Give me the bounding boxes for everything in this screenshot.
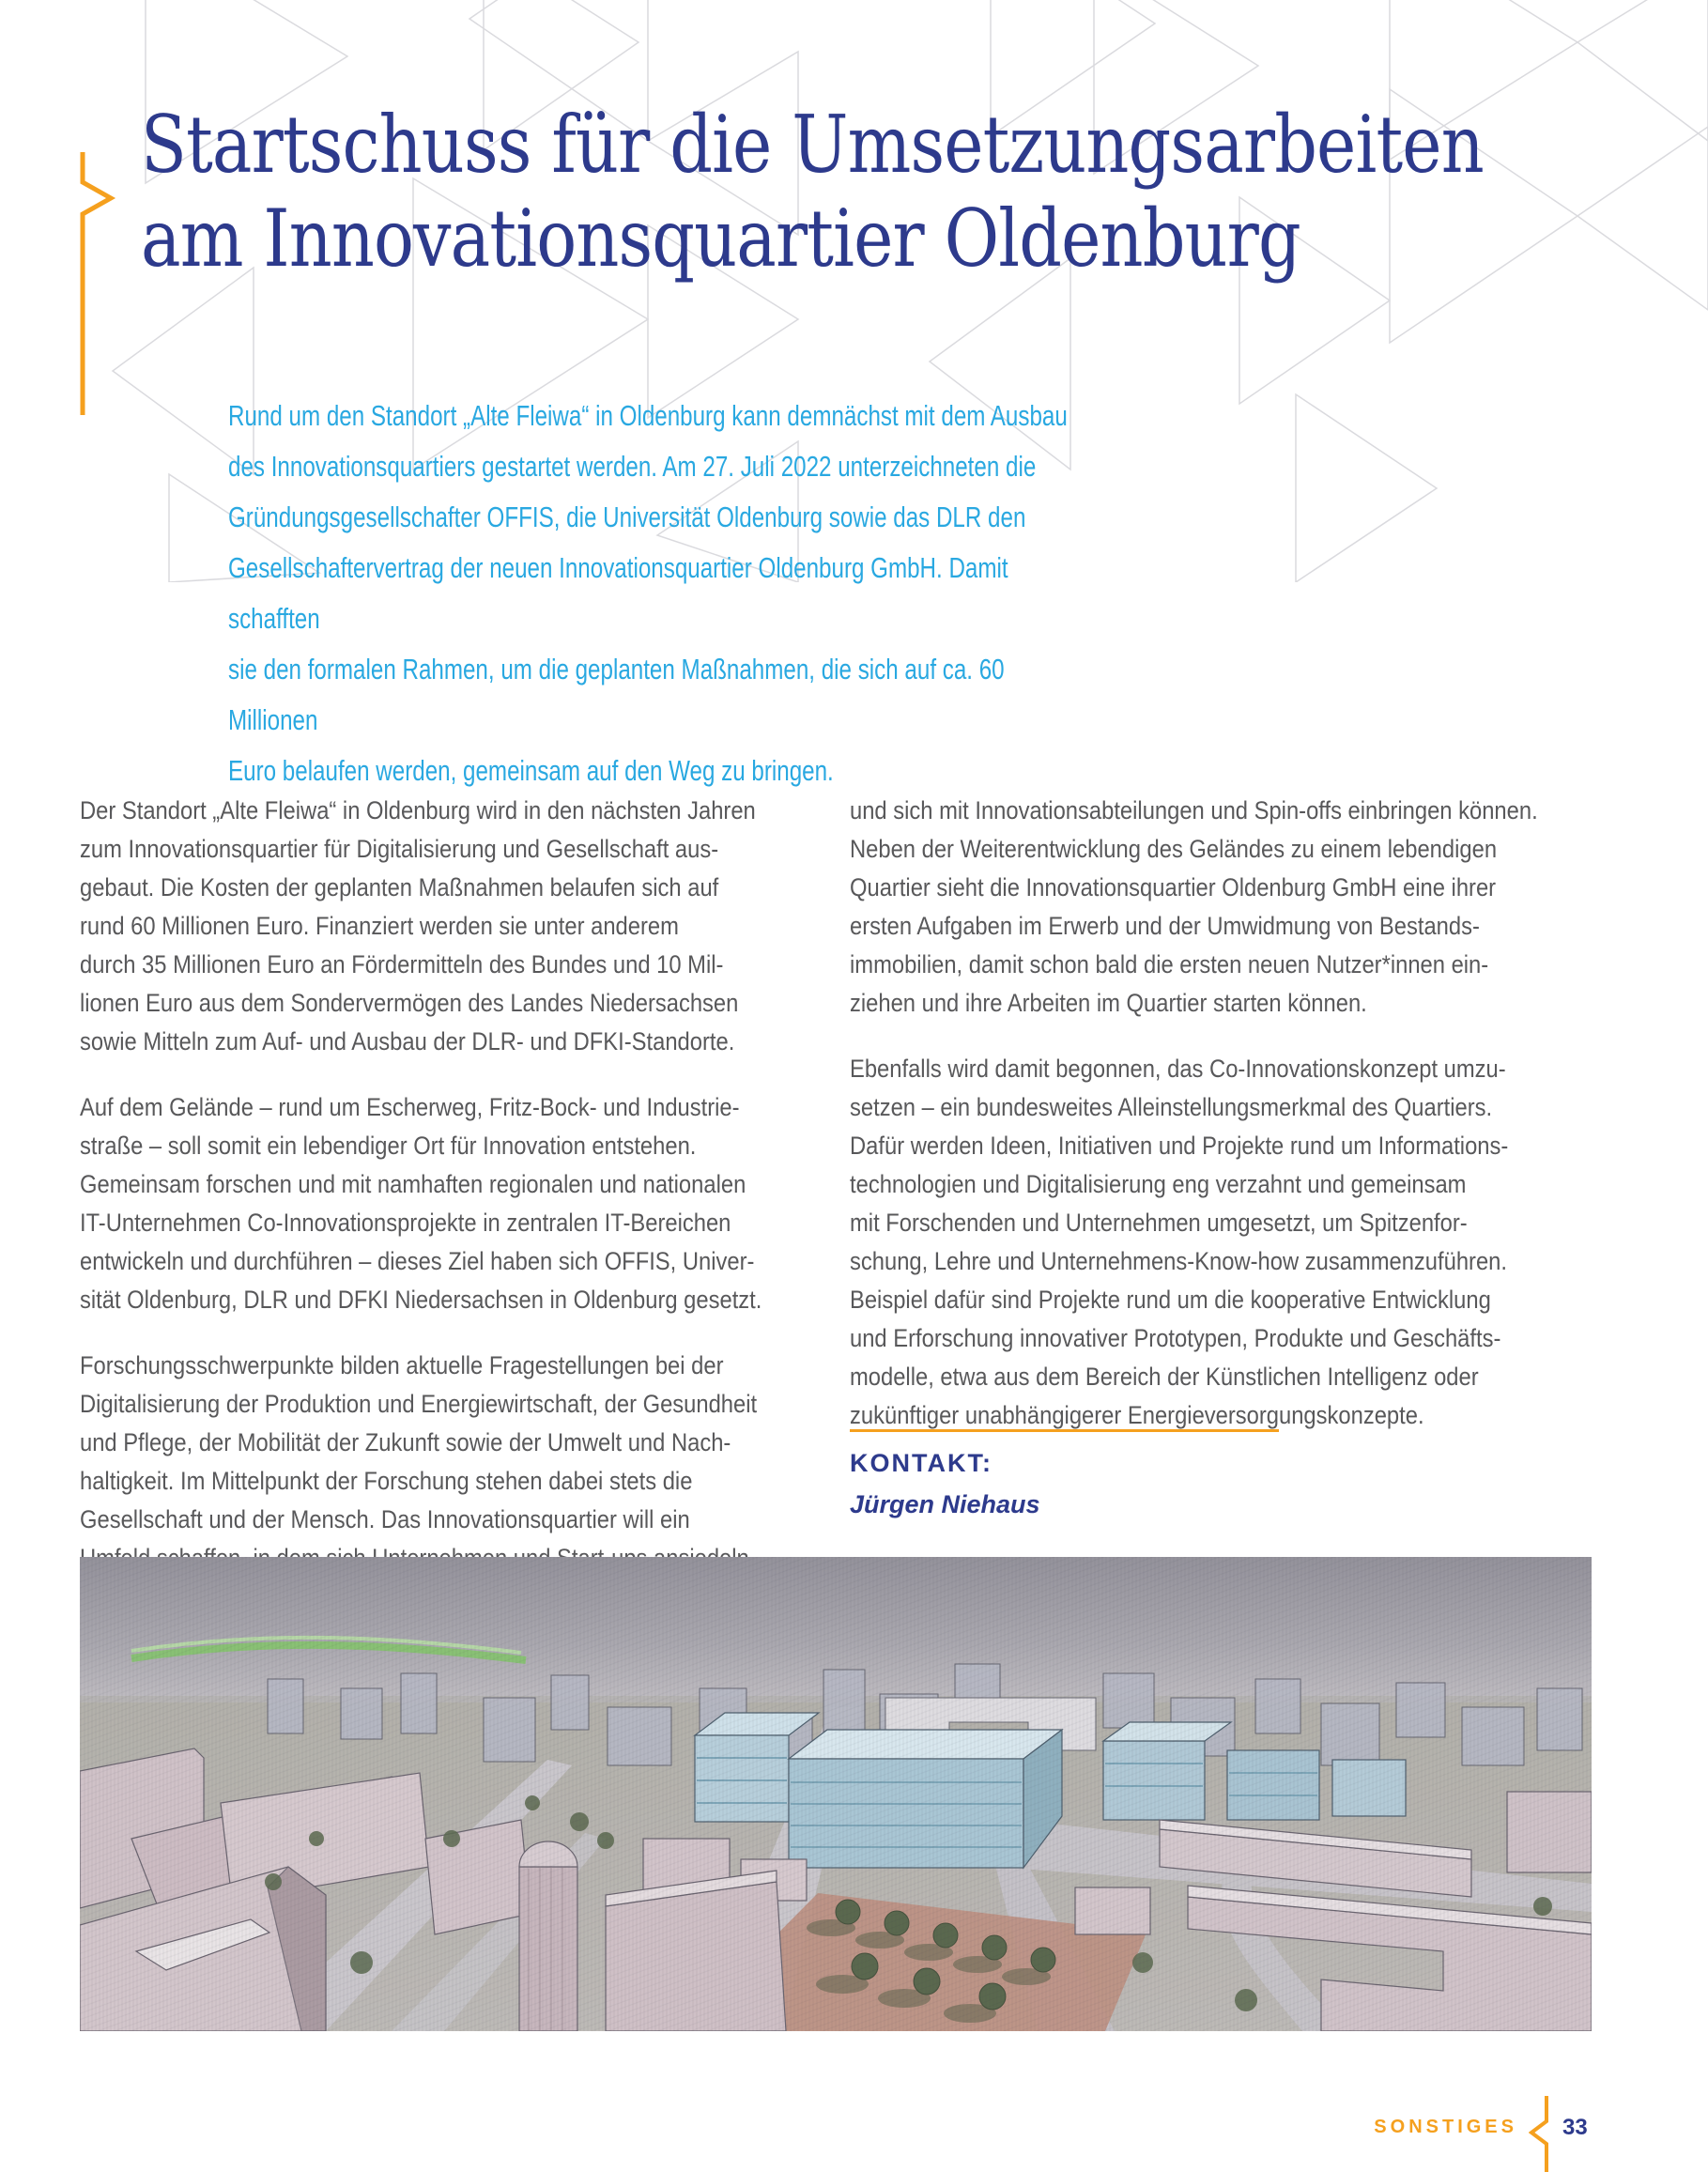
body-paragraph: Auf dem Gelände – rund um Escherweg, Fritz-Bock- und Industrie- straße – soll somit ein lebendiger Ort für Innovation entstehen. Gemeinsam forschen und mit namhaften regionalen und nationalen IT-Unternehmen Co-Innovationsprojekte in zentralen IT-Bereichen entwickeln und durchführen – dieses Ziel haben sich OFFIS, Univer- sität Oldenburg, DLR und DFKI Niedersachsen in Oldenburg gesetzt. [80, 1093, 762, 1314]
body-paragraph: Ebenfalls wird damit begonnen, das Co-Innovationskonzept umzu- setzen – ein bundesweites Alleinstellungsmerkmal des Quartiers. Dafür werden Ideen, Initiativen und Projekte rund um Informations- technologien und Digitalisierung eng verzahnt und gemeinsam mit Forschenden und Unternehmen umgesetzt, um Spitzenfor- schung, Lehre und Unternehmens-Know-how zusammenzuführen. Beispiel dafür sind Projekte rund um die kooperative Entwicklung und Erforschung innovativer Prototypen, Produkte und Geschäfts- modelle, etwa aus dem Bereich der Künstlichen Intelligenz oder zukünftiger unabhängigerer Energieversorgungskonzepte. [850, 1055, 1509, 1429]
contact-block [850, 1429, 1282, 1519]
body-column-left [80, 792, 823, 1605]
innovation-quarter-rendering-image [80, 1557, 1592, 2031]
body-paragraph: und sich mit Innovationsabteilungen und Spin-offs einbringen können. Neben der Weiterentwicklung des Geländes zu einem lebendigen Quartier sieht die Innovationsquartier Oldenburg GmbH eine ihrer ersten Aufgaben im Erwerb und der Umwidmung von Bestands- immobilien, damit schon bald die ersten neuen Nutzer*innen ein- ziehen und ihre Arbeiten im Quartier starten können. [850, 796, 1538, 1017]
contact-rule [850, 1429, 1279, 1432]
body-paragraph: Forschungsschwerpunkte bilden aktuelle Fragestellungen bei der Digitalisierung der Produktion und Energiewirtschaft, der Gesundheit und Pflege, der Mobilität der Zukunft sowie der Umwelt und Nach- haltigkeit. Im Mittelpunkt der Forschung stehen dabei stets die Gesellschaft und der Mensch. Das Innovationsquartier will ein [80, 1351, 758, 1533]
footer-chevron-icon [1529, 2096, 1561, 2172]
body-column-right [850, 792, 1593, 1462]
footer-page-number: 33 [1562, 2115, 1588, 2140]
headline-chevron-icon [73, 150, 122, 415]
body-paragraph: Der Standort „Alte Fleiwa“ in Oldenburg wird in den nächsten Jahren zum Innovationsquartier für Digitalisierung und Gesellschaft aus- gebaut. Die Kosten der geplanten Maßnahmen belaufen sich auf rund 60 Millionen Euro. Finanziert werden sie unter anderem durch 35 Millionen Euro an Fördermitteln des Bundes und 10 Mil- lionen Euro aus dem Sondervermögen des Landes Niedersachsen sowie Mitteln zum Auf- und Ausbau der DLR- und DFKI-Standorte. [80, 796, 756, 1055]
lead-paragraph: Rund um den Standort „Alte Fleiwa“ in Oldenburg kann demnächst mit dem Ausbau des Innovationsquartiers gestartet werden. Am 27. Juli 2022 unterzeichneten die Gründungsgesellschafter OFFIS, die Universität Oldenburg sowie das DLR den Gesellschaftervertrag der neuen Innovationsquartier Oldenburg GmbH. Damit schafften sie den formalen Rahmen, um die geplanten Maßnahmen, die sich auf ca. 60 Millionen Euro belaufen werden, gemeinsam auf den Weg zu bringen. [228, 399, 1068, 787]
footer-section-label: SONSTIGES [1374, 2117, 1517, 2137]
contact-name: Jürgen Niehaus [850, 1490, 1040, 1518]
page-title: Startschuss für die Umsetzungsarbeiten am Innovationsquartier Oldenburg [141, 99, 1484, 285]
contact-heading: KONTAKT: [850, 1449, 992, 1477]
